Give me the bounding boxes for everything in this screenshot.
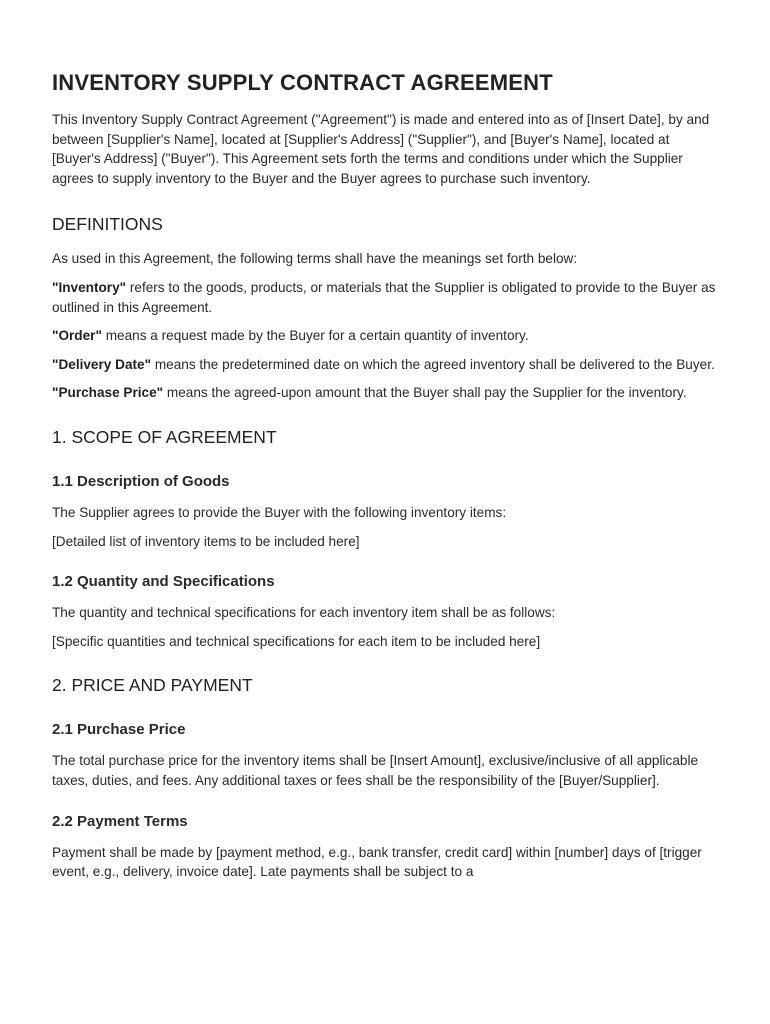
definition-text: means a request made by the Buyer for a certain quantity of inventory. — [101, 328, 529, 344]
description-placeholder: [Detailed list of inventory items to be included here] — [52, 533, 360, 549]
definition-inventory — [52, 278, 720, 317]
document-body — [52, 110, 720, 882]
price-heading: 2. PRICE AND PAYMENT — [52, 675, 253, 696]
description-text: The Supplier agrees to provide the Buyer with the following inventory items: — [52, 504, 507, 520]
definition-text: means the predetermined date on which the agreed inventory shall be delivered to the Buyer. — [151, 356, 715, 372]
definition-term: "Inventory" — [52, 279, 127, 295]
definition-text: means the agreed-upon amount that the Buyer shall pay the Supplier for the inventory. — [163, 385, 687, 401]
definitions-heading: DEFINITIONS — [52, 214, 163, 235]
intro-paragraph: This Inventory Supply Contract Agreement ("Agreement") is made and entered into as of [Insert Date], by and between [Supplier's Name], located at [Supplier's Address] ("Supplier"), and [Buyer's Name], located at [Buyer's Address] ("Buyer"). This Agreement sets forth the terms and conditions under which the Supplier agrees to supply inventory to the Buyer and the Buyer agrees to purchase such inventory. — [52, 112, 710, 186]
definition-delivery-date — [52, 355, 720, 375]
purchase-price-heading: 2.1 Purchase Price — [52, 721, 186, 739]
definition-term: "Purchase Price" — [52, 385, 164, 401]
definition-purchase-price — [52, 383, 720, 403]
description-heading: 1.1 Description of Goods — [52, 472, 230, 490]
payment-terms-text: Payment shall be made by [payment method, e.g., bank transfer, credit card] within [number] days of [trigger event, e.g., delivery, invoice date]. Late payments shall be subject to a — [52, 844, 702, 880]
quantity-text: The quantity and technical specifications for each inventory item shall be as follows: — [52, 605, 556, 621]
payment-terms-heading: 2.2 Payment Terms — [52, 812, 188, 830]
quantity-heading: 1.2 Quantity and Specifications — [52, 573, 275, 591]
document-title: INVENTORY SUPPLY CONTRACT AGREEMENT — [52, 70, 553, 95]
definition-text: refers to the goods, products, or materials that the Supplier is obligated to provide to the Buyer as outlined in this Agreement. — [52, 279, 716, 315]
definitions-lead: As used in this Agreement, the following terms shall have the meanings set forth below: — [52, 251, 578, 267]
definition-term: "Delivery Date" — [52, 356, 152, 372]
quantity-placeholder: [Specific quantities and technical specifications for each item to be included here] — [52, 633, 541, 649]
scope-heading: 1. SCOPE OF AGREEMENT — [52, 426, 277, 447]
purchase-price-text: The total purchase price for the inventory items shall be [Insert Amount], exclusive/inclusive of all applicable taxes, duties, and fees. Any additional taxes or fees shall be the responsibility of the [Buyer/Supplier]. — [52, 753, 699, 788]
definition-order — [52, 326, 720, 346]
definition-term: "Order" — [52, 328, 102, 344]
